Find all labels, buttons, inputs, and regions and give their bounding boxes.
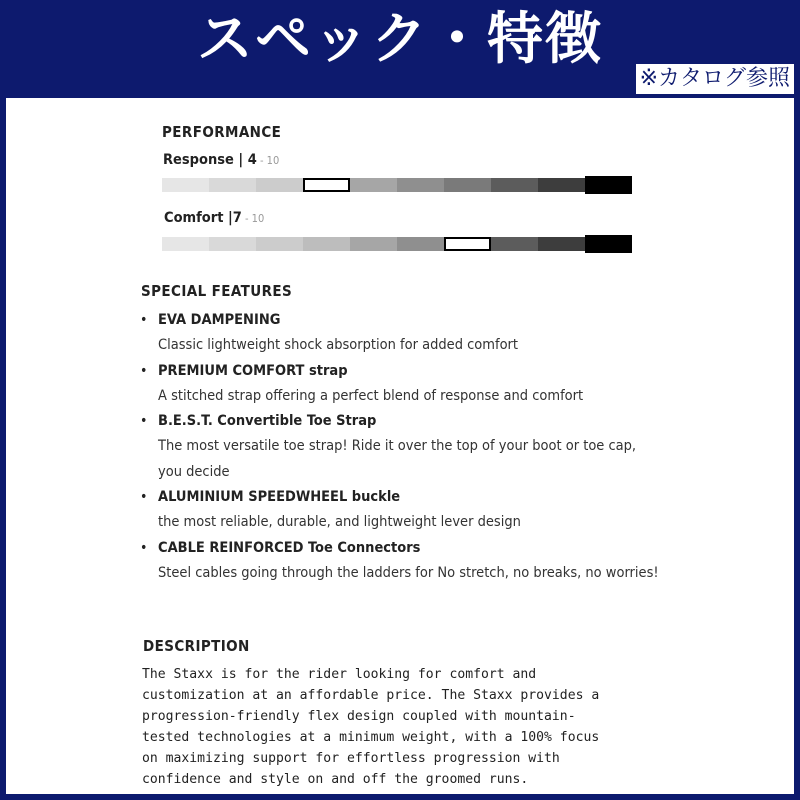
- comfort-value: 7: [232, 210, 242, 226]
- rating-segment: [397, 237, 444, 251]
- description-heading: DESCRIPTION: [143, 637, 250, 655]
- rating-segment: [303, 178, 350, 192]
- response-value: 4: [247, 152, 257, 168]
- rating-segment: [209, 178, 256, 192]
- performance-heading: PERFORMANCE: [162, 123, 282, 141]
- comfort-rating-scale: [162, 235, 632, 253]
- bullet-icon: •: [140, 362, 148, 379]
- rating-segment: [585, 176, 632, 194]
- bullet-icon: •: [140, 312, 148, 328]
- response-name: Response: [163, 152, 234, 168]
- feature-item: [140, 409, 660, 485]
- comfort-separator: |: [223, 210, 233, 226]
- feature-description: The most versatile toe strap! Ride it over the top of your boot or toe cap, you decide: [158, 438, 637, 480]
- feature-description: the most reliable, durable, and lightweight lever design: [158, 514, 521, 530]
- feature-title: PREMIUM COMFORT strap: [158, 362, 348, 379]
- rating-segment: [538, 237, 585, 251]
- comfort-name: Comfort: [164, 210, 224, 226]
- header-banner: [0, 0, 800, 98]
- feature-list: [140, 308, 660, 586]
- page-title: スペック・特徴: [197, 7, 603, 72]
- rating-segment: [397, 178, 444, 192]
- feature-title: ALUMINIUM SPEEDWHEEL buckle: [158, 489, 401, 505]
- response-separator: |: [233, 152, 248, 168]
- rating-segment: [491, 178, 538, 192]
- rating-segment: [585, 235, 632, 253]
- rating-segment: [538, 178, 585, 192]
- rating-segment: [256, 178, 303, 192]
- rating-segment: [444, 178, 491, 192]
- rating-segment: [162, 237, 209, 251]
- feature-description: Classic lightweight shock absorption for added comfort: [158, 337, 519, 353]
- feature-item: [140, 359, 660, 410]
- bullet-icon: •: [140, 539, 148, 556]
- comfort-range: - 10: [241, 212, 265, 225]
- bullet-icon: •: [140, 413, 148, 429]
- feature-title: EVA DAMPENING: [158, 312, 281, 328]
- description-text: The Staxx is for the rider looking for comfort and customization at an affordable price. The Staxx provides a progression-friendly flex design coupled with mountain-tested technologies at a minimum weight, with a 100% focus on maximizing support for effortless progression with confidence and style on and off the groomed runs.: [142, 667, 600, 787]
- response-rating-scale: [162, 176, 632, 194]
- rating-segment: [256, 237, 303, 251]
- rating-segment: [162, 178, 209, 192]
- bullet-icon: •: [140, 489, 148, 505]
- special-features-heading: SPECIAL FEATURES: [141, 282, 293, 300]
- response-range: - 10: [256, 154, 280, 167]
- response-rating-label: [163, 152, 279, 168]
- rating-segment: [209, 237, 256, 251]
- feature-description: Steel cables going through the ladders for No stretch, no breaks, no worries!: [158, 564, 659, 581]
- feature-title: B.E.S.T. Convertible Toe Strap: [158, 413, 377, 429]
- rating-segment: [350, 178, 397, 192]
- comfort-rating-label: [164, 210, 264, 226]
- feature-title: CABLE REINFORCED Toe Connectors: [158, 539, 421, 556]
- catalog-reference-note: ※カタログ参照: [636, 64, 794, 94]
- rating-segment: [350, 237, 397, 251]
- rating-segment: [491, 237, 538, 251]
- feature-item: [140, 308, 660, 359]
- rating-segment: [303, 237, 350, 251]
- feature-item: [140, 485, 660, 536]
- spec-panel: [6, 98, 794, 794]
- feature-description: A stitched strap offering a perfect blend of response and comfort: [158, 387, 584, 404]
- feature-item: [140, 536, 660, 587]
- rating-segment: [444, 237, 491, 251]
